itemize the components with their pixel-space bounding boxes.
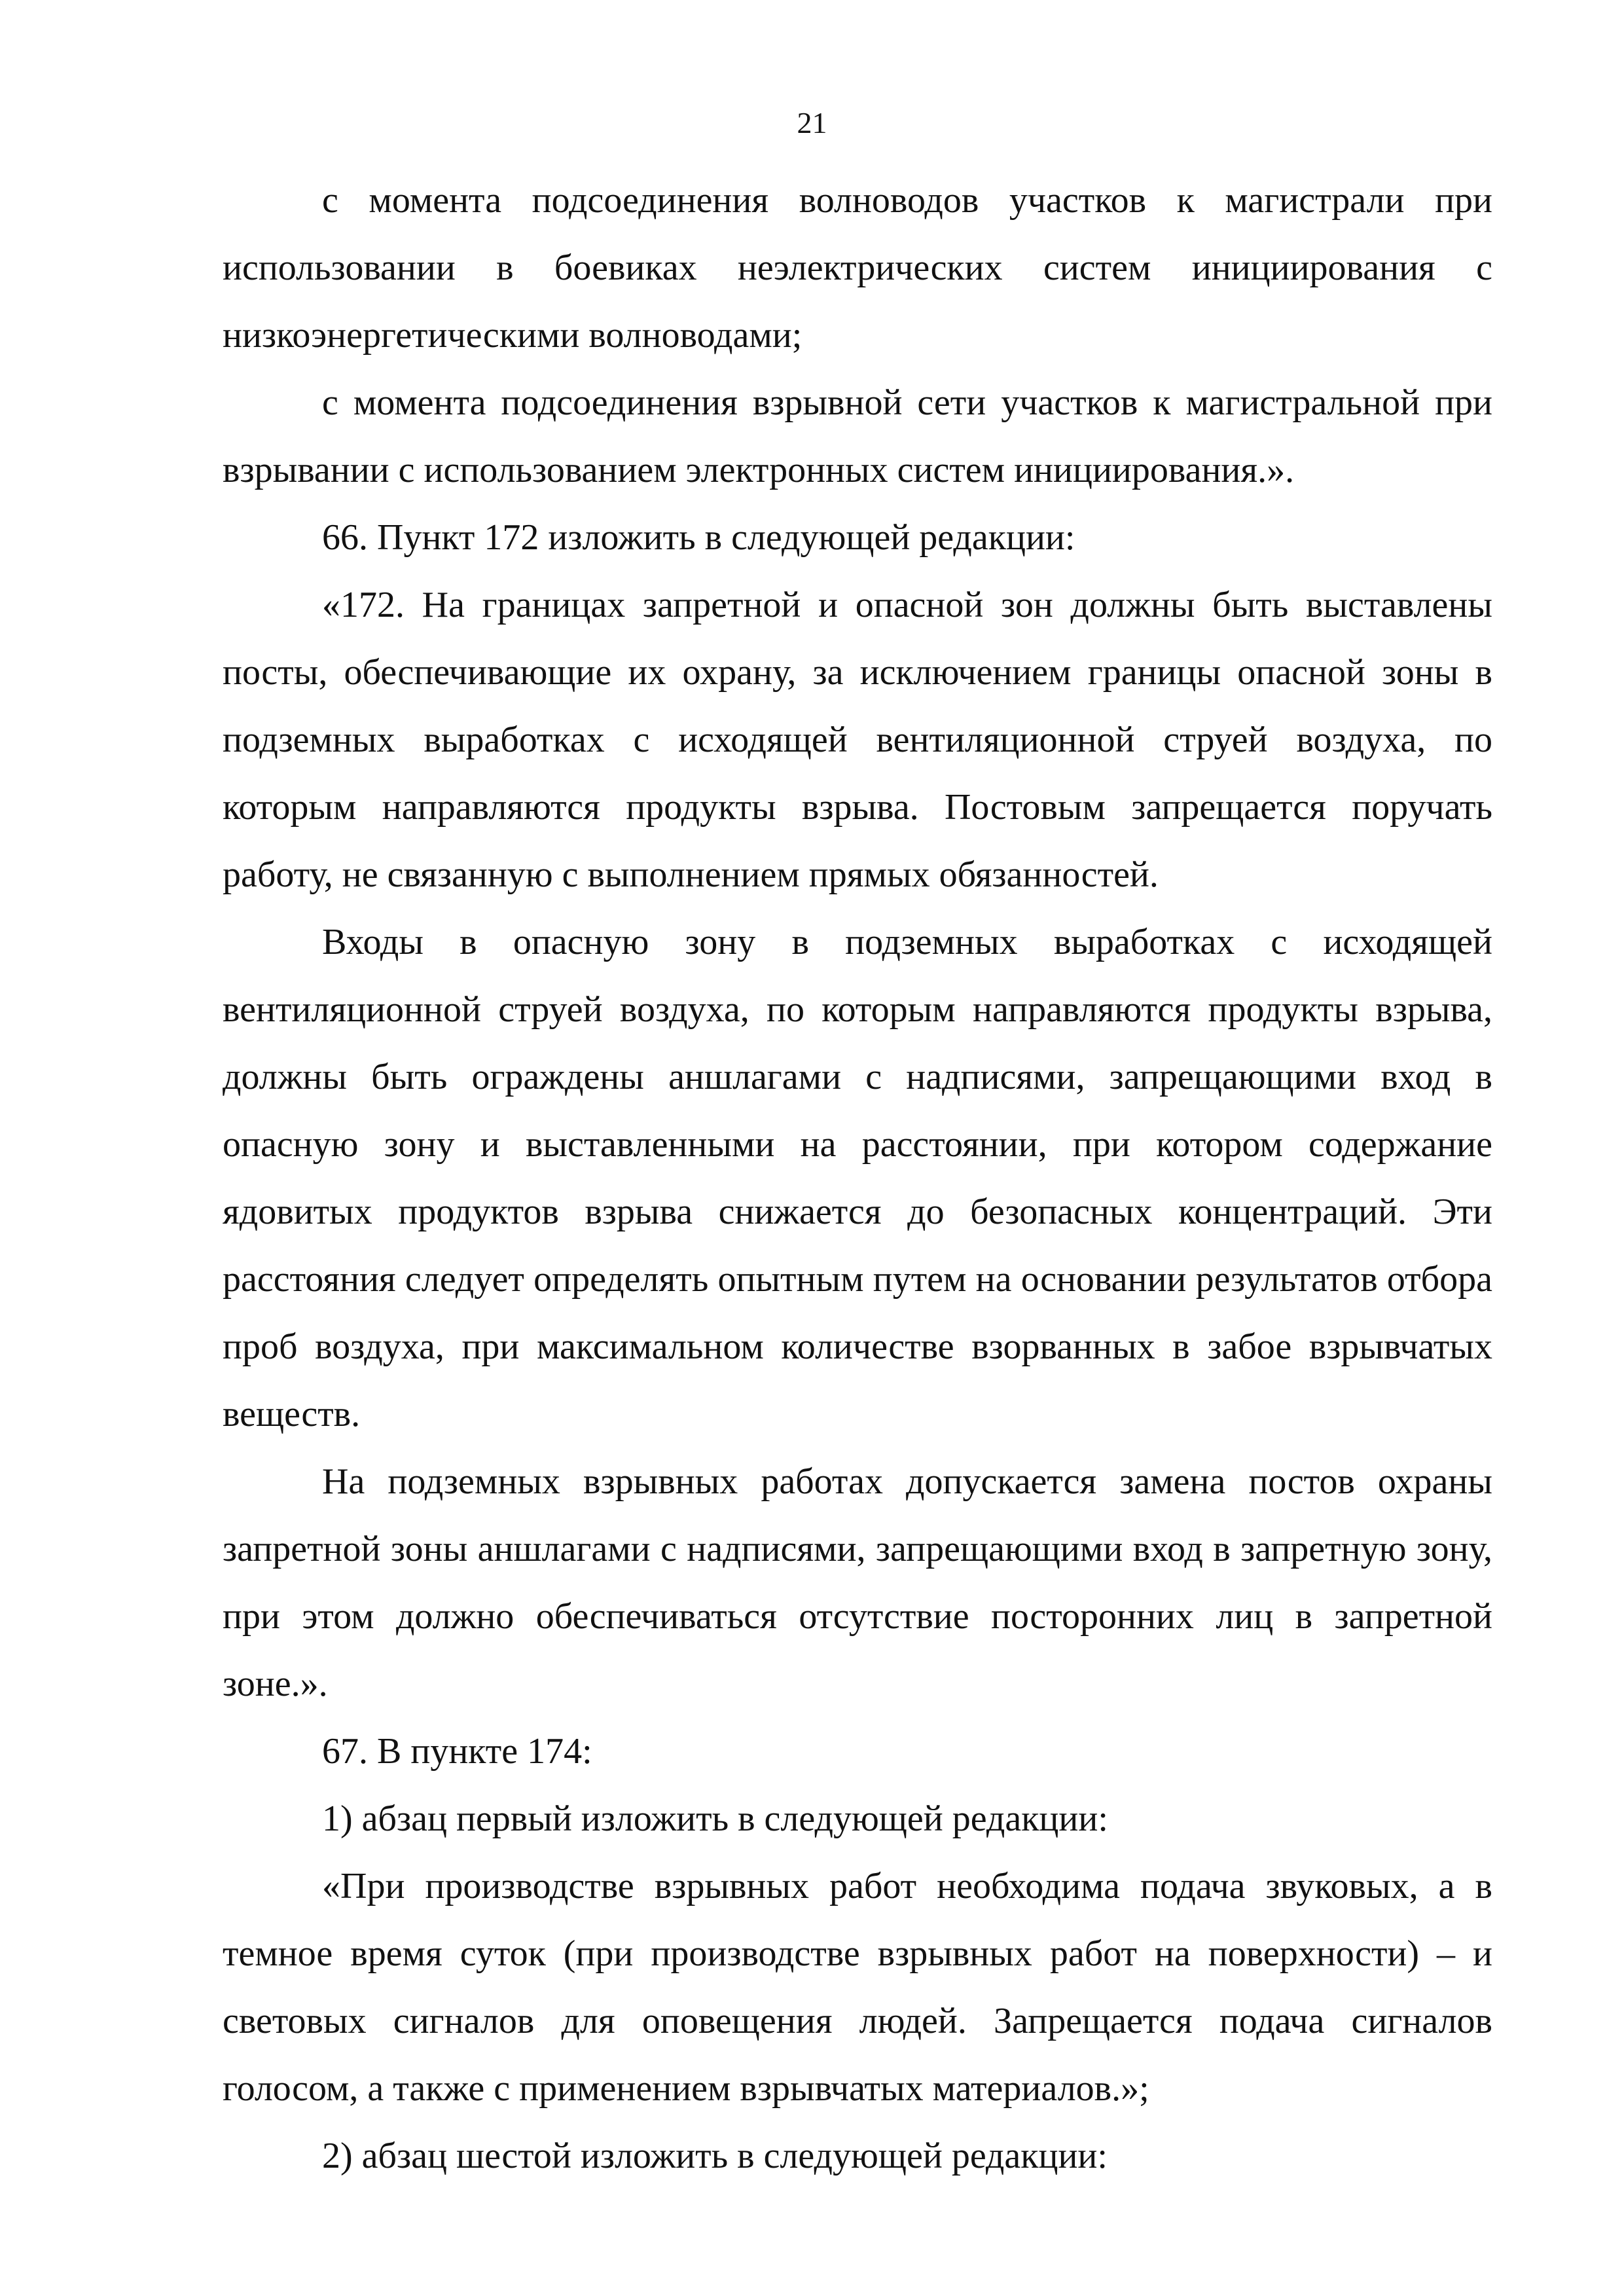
page-number: 21 (797, 106, 827, 139)
paragraph-item-67: 67. В пункте 174: (322, 1731, 592, 1772)
paragraph-item-66: 66. Пункт 172 изложить в следующей редакции: (322, 517, 1075, 558)
paragraph-waveguide-connection: с момента подсоединения волноводов участков к магистрали при использовании в боевиках неэлектрических систем инициирования с низкоэнергетическими волноводами; (223, 180, 1492, 355)
paragraph-underground-posts: На подземных взрывных работах допускается замена постов охраны запретной зоны аншлагами с надписями, запрещающими вход в запретную зону, при этом должно обеспечиваться отсутствие посторонних лиц в запретной зоне.». (223, 1461, 1492, 1704)
paragraph-blast-network-connection: с момента подсоединения взрывной сети участков к магистральной при взрывании с использованием электронных систем инициирования.». (223, 382, 1492, 490)
paragraph-clause-172: «172. На границах запретной и опасной зон должны быть выставлены посты, обеспечивающие их охрану, за исключением границы опасной зоны в подземных выработках с исходящей вентиляционной струей воздуха, по которым направляются продукты взрыва. Постовым запрещается поручать работу, не связанную с выполнением прямых обязанностей. (223, 585, 1492, 895)
document-body (223, 167, 1492, 2190)
paragraph-danger-zone-entrances: Входы в опасную зону в подземных выработках с исходящей вентиляционной струей воздуха, по которым направляются продукты взрыва, должны быть ограждены аншлагами с надписями, запрещающими вход в опасную зону и выставленными на расстоянии, при котором содержание ядовитых продуктов взрыва снижается до безопасных концентраций. Эти расстояния следует определять опытным путем на основании результатов отбора проб воздуха, при максимальном количестве взорванных в забое взрывчатых веществ. (223, 922, 1492, 1434)
paragraph-subitem-1: 1) абзац первый изложить в следующей редакции: (322, 1798, 1108, 1839)
paragraph-signals: «При производстве взрывных работ необходима подача звуковых, а в темное время суток (при производстве взрывных работ на поверхности) – и световых сигналов для оповещения людей. Запрещается подача сигналов голосом, а также с применением взрывчатых материалов.»; (223, 1866, 1492, 2109)
paragraph-subitem-2: 2) абзац шестой изложить в следующей редакции: (322, 2136, 1108, 2176)
